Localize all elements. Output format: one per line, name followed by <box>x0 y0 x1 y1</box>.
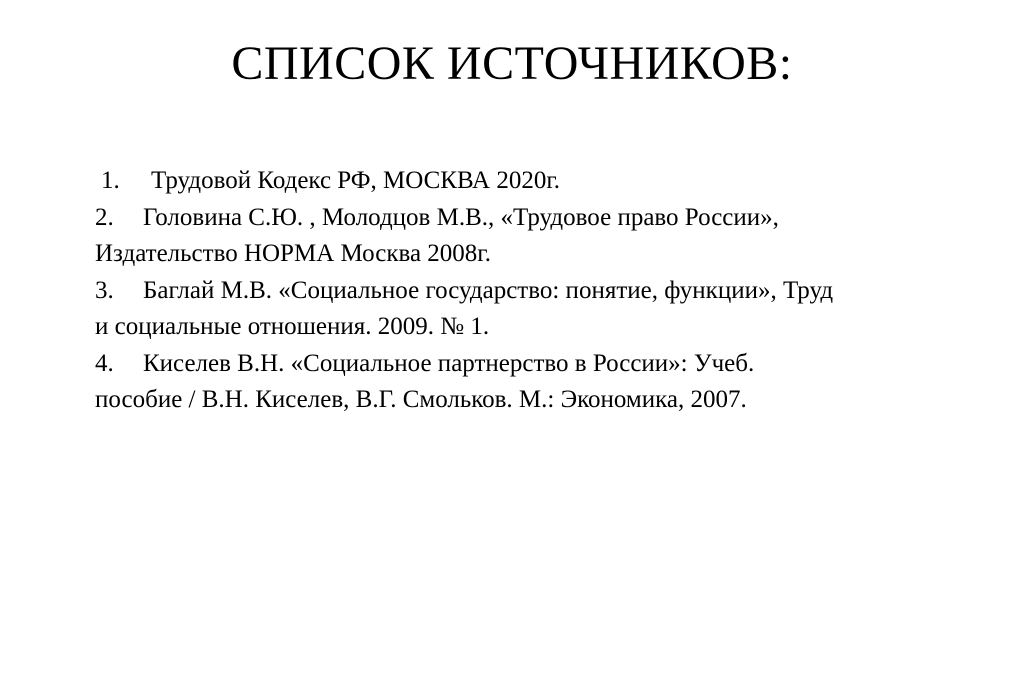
source-text-continued: пособие / В.Н. Киселев, В.Г. Смольков. М.: Экономика, 2007. <box>95 386 747 413</box>
sources-list <box>95 163 1000 419</box>
source-item <box>95 273 1000 346</box>
source-number: 2. <box>95 203 114 231</box>
source-text: Баглай М.В. «Социальное государство: понятие, функции», Труд <box>143 276 834 304</box>
source-item <box>95 163 1000 200</box>
source-text-continued: и социальные отношения. 2009. № 1. <box>95 313 490 340</box>
source-text-continued: Издательство НОРМА Москва 2008г. <box>95 240 491 267</box>
source-text: Головина С.Ю. , Молодцов М.В., «Трудовое право России», <box>143 203 779 231</box>
source-number: 4. <box>95 349 114 377</box>
slide-title: СПИСОК ИСТОЧНИКОВ: <box>231 37 793 90</box>
source-text: Трудовой Кодекс РФ, МОСКВА 2020г. <box>151 167 561 194</box>
source-item <box>95 200 1000 273</box>
source-number: 3. <box>95 276 114 304</box>
source-number: 1. <box>101 167 120 194</box>
source-text: Киселев В.Н. «Социальное партнерство в России»: Учеб. <box>143 349 755 377</box>
source-item <box>95 346 1000 419</box>
